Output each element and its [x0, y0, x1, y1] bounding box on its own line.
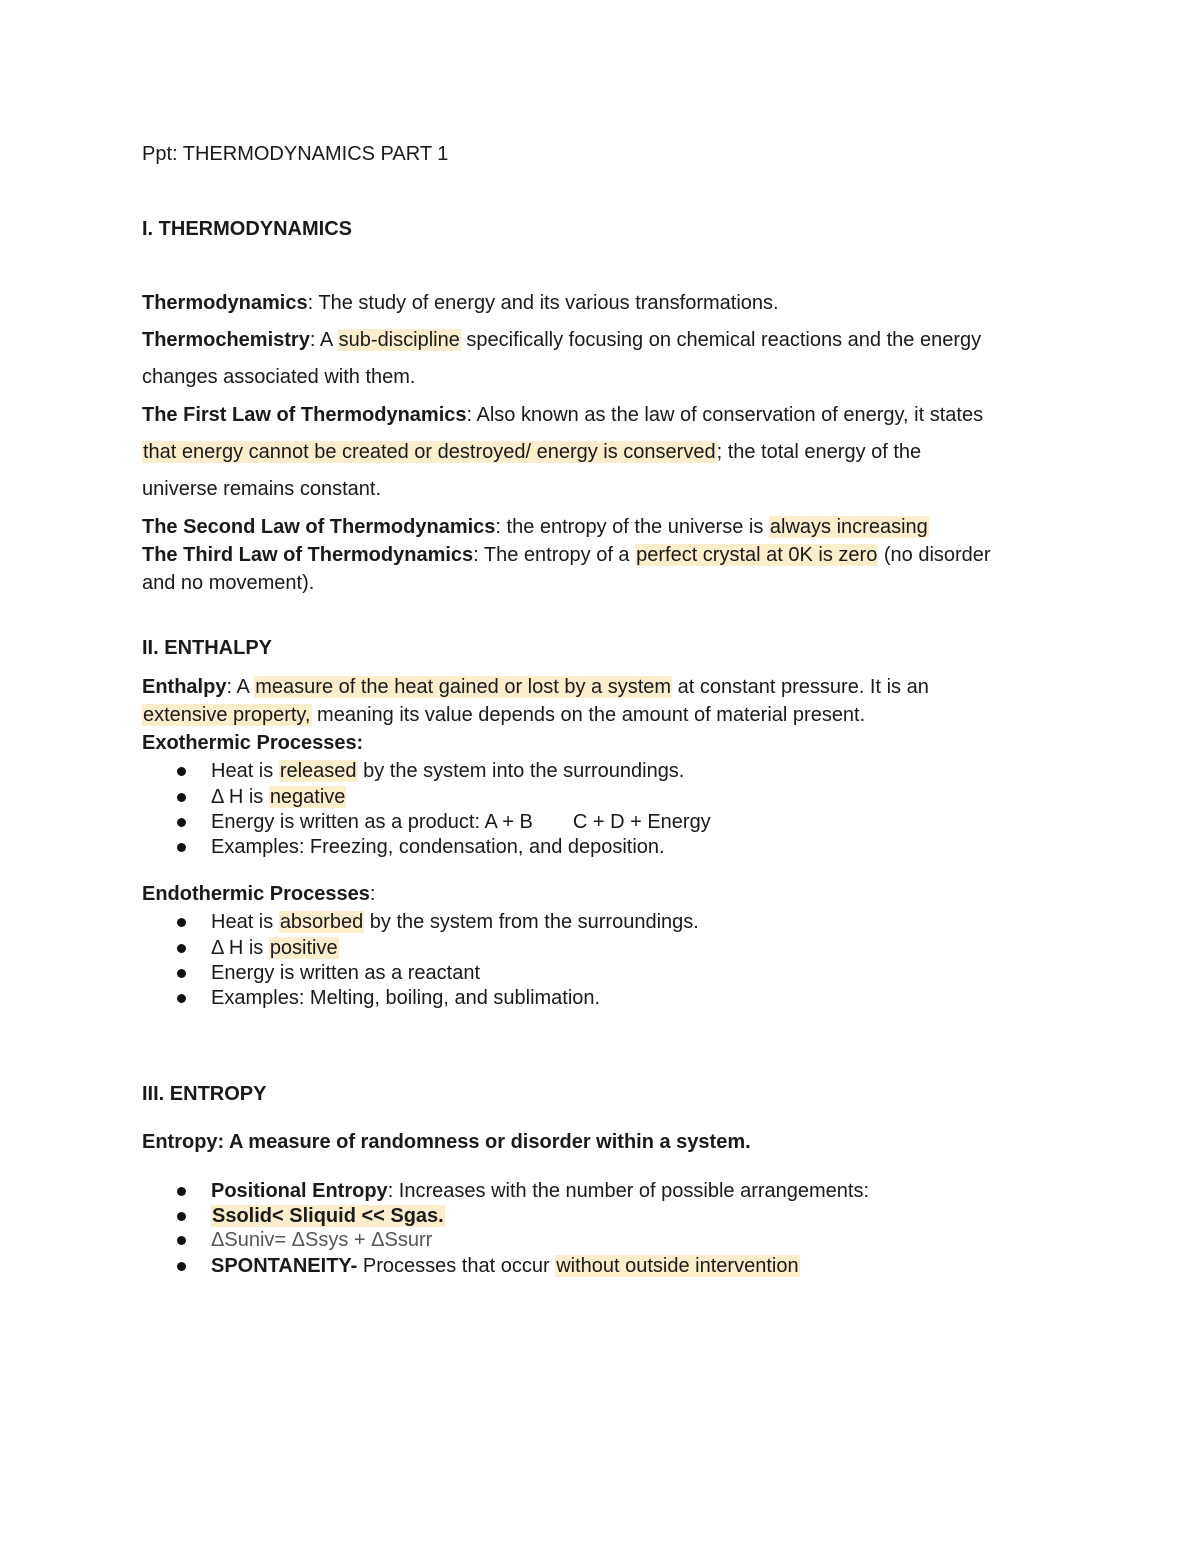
definition-thermochemistry [142, 328, 981, 352]
definition-text: : the entropy of the universe is [495, 516, 769, 538]
definition-second-law [142, 515, 929, 539]
term-label: Thermodynamics [142, 292, 308, 314]
bullet-icon [177, 918, 186, 927]
highlighted-text: released [279, 760, 357, 782]
term-label: The First Law of Thermodynamics [142, 404, 467, 426]
list-item: Examples: Freezing, condensation, and deposition. [211, 836, 665, 858]
list-item [211, 785, 346, 809]
list-item-text: Δ H is [211, 786, 269, 808]
definition-text: : A [226, 676, 255, 698]
term-label: The Third Law of Thermodynamics [142, 544, 474, 566]
definition-first-law [142, 403, 983, 427]
highlighted-text: negative [269, 786, 346, 808]
list-item-text: Heat is [211, 911, 279, 933]
bullet-icon [177, 944, 186, 953]
highlighted-text: absorbed [279, 911, 364, 933]
highlighted-text: sub-discipline [338, 329, 460, 351]
list-item: Energy is written as a reactant [211, 962, 481, 984]
definition-text: ; the total energy of the [716, 441, 922, 463]
list-item [211, 810, 711, 834]
list-item [211, 1179, 869, 1203]
definition-enthalpy [142, 675, 929, 699]
bullet-icon [177, 843, 186, 852]
highlighted-text: that energy cannot be created or destroyed/ energy is conserved [143, 441, 716, 463]
subheading-label: Endothermic Processes [142, 883, 370, 905]
list-item-text: by the system into the surroundings. [357, 760, 685, 782]
definition-third-law [142, 543, 991, 567]
list-item-text: Δ H is [211, 937, 269, 959]
document-title: Ppt: THERMODYNAMICS PART 1 [142, 143, 449, 165]
bullet-icon [177, 1262, 186, 1271]
definition-text: specifically focusing on chemical reactions and the energy [460, 329, 982, 351]
definition-text: (no disorder [878, 544, 991, 566]
definition-first-law-line2 [142, 440, 921, 464]
definition-text: changes associated with them. [142, 366, 416, 388]
term-label: Positional Entropy [211, 1180, 388, 1202]
definition-thermodynamics [142, 291, 779, 315]
term-label: Enthalpy [142, 676, 227, 698]
section-heading-enthalpy: II. ENTHALPY [142, 637, 273, 659]
list-item-text: Energy is written as a product: A + B [211, 811, 533, 833]
highlighted-text: always increasing [769, 516, 928, 538]
list-item-text: Heat is [211, 760, 279, 782]
bullet-icon [177, 793, 186, 802]
list-item-text: : Increases with the number of possible arrangements: [387, 1180, 870, 1202]
definition-text: universe remains constant. [142, 478, 382, 500]
list-item [211, 1254, 800, 1278]
definition-enthalpy-line2 [142, 703, 865, 727]
list-item [211, 1204, 445, 1228]
definition-text: : Also known as the law of conservation of energy, it states [466, 404, 984, 426]
highlighted-text: without outside intervention [556, 1255, 799, 1277]
bullet-icon [177, 818, 186, 827]
list-item-text: Processes that occur [357, 1255, 556, 1277]
definition-text: : A [309, 329, 338, 351]
list-item-text: by the system from the surroundings. [364, 911, 699, 933]
term-label: SPONTANEITY- [211, 1255, 358, 1277]
highlighted-text: Ssolid< Sliquid << Sgas. [212, 1205, 444, 1227]
definition-text: at constant pressure. It is an [672, 676, 929, 698]
list-item-text: C + D + Energy [572, 811, 711, 833]
highlighted-text: extensive property, [143, 704, 311, 726]
list-item [211, 759, 684, 783]
bullet-icon [177, 1236, 186, 1245]
entropy-definition: Entropy: A measure of randomness or disorder within a system. [142, 1131, 751, 1153]
subheading-exothermic: Exothermic Processes: [142, 732, 364, 754]
bullet-icon [177, 994, 186, 1003]
list-item [211, 910, 699, 934]
section-heading-thermodynamics: I. THERMODYNAMICS [142, 218, 352, 240]
term-label: The Second Law of Thermodynamics [142, 516, 496, 538]
bullet-icon [177, 1212, 186, 1221]
list-item [211, 936, 339, 960]
subheading-endothermic [142, 882, 375, 906]
definition-text: : The entropy of a [473, 544, 636, 566]
list-item: Examples: Melting, boiling, and sublimation. [211, 987, 601, 1009]
bullet-icon [177, 969, 186, 978]
bullet-icon [177, 1187, 186, 1196]
section-heading-entropy: III. ENTROPY [142, 1083, 267, 1105]
subheading-colon: : [369, 883, 376, 905]
definition-text: : The study of energy and its various transformations. [307, 292, 779, 314]
list-item: ΔSuniv= ΔSsys + ΔSsurr [211, 1229, 433, 1251]
definition-text: and no movement). [142, 572, 315, 594]
definition-text: meaning its value depends on the amount of material present. [311, 704, 866, 726]
highlighted-text: positive [269, 937, 338, 959]
highlighted-text: measure of the heat gained or lost by a system [255, 676, 672, 698]
term-label: Thermochemistry [142, 329, 310, 351]
bullet-icon [177, 767, 186, 776]
highlighted-text: perfect crystal at 0K is zero [636, 544, 878, 566]
